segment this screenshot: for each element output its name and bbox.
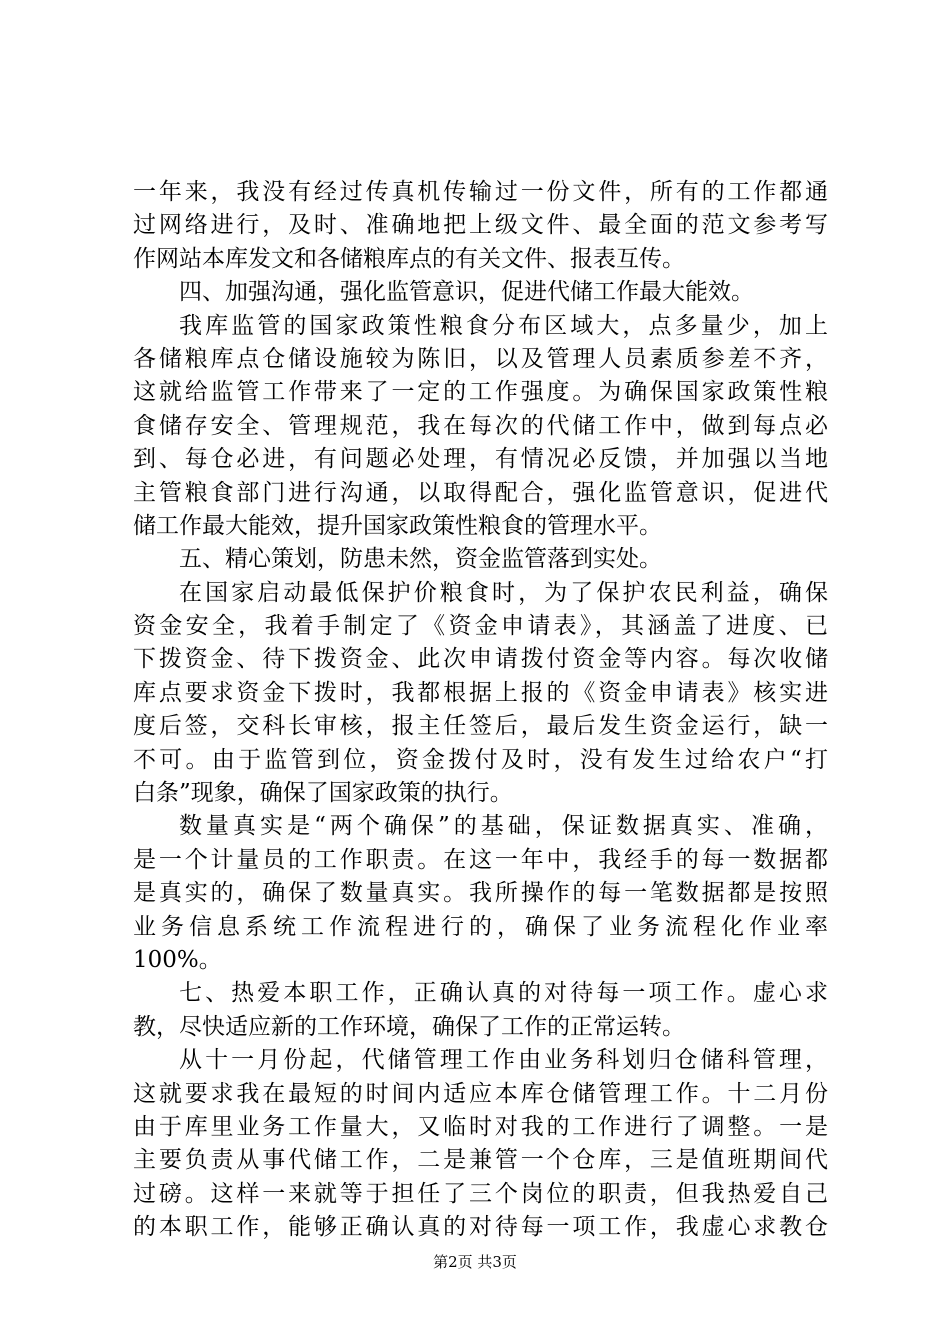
text-line: 各储粮库点仓储设施较为陈旧，以及管理人员素质参差不齐， xyxy=(133,345,828,372)
text-line: 业务信息系统工作流程进行的，确保了业务流程化作业率 xyxy=(133,913,828,940)
text-line: 数量真实是“两个确保”的基础，保证数据真实、准确， xyxy=(179,813,828,840)
text-line: 食储存安全、管理规范，我在每次的代储工作中，做到每点必 xyxy=(133,412,828,439)
text-line: 100%。 xyxy=(133,946,222,973)
text-line: 四、加强沟通，强化监管意识，促进代储工作最大能效。 xyxy=(179,279,754,306)
text-line: 储工作最大能效，提升国家政策性粮食的管理水平。 xyxy=(133,512,662,539)
text-line: 白条”现象，确保了国家政策的执行。 xyxy=(133,780,513,807)
text-line: 库点要求资金下拨时，我都根据上报的《资金申请表》核实进 xyxy=(133,679,828,706)
text-line: 这就要求我在最短的时间内适应本库仓储管理工作。十二月份 xyxy=(133,1080,828,1107)
text-line: 的本职工作，能够正确认真的对待每一项工作，我虚心求教仓 xyxy=(133,1214,828,1241)
text-line: 资金安全，我着手制定了《资金申请表》，其涵盖了进度、已 xyxy=(133,613,828,640)
text-line: 从十一月份起，代储管理工作由业务科划归仓储科管理， xyxy=(179,1047,828,1074)
text-line: 过磅。这样一来就等于担任了三个岗位的职责，但我热爱自己 xyxy=(133,1180,828,1207)
text-line: 度后签，交科长审核，报主任签后，最后发生资金运行，缺一 xyxy=(133,713,828,740)
text-line: 主管粮食部门进行沟通，以取得配合，强化监管意识，促进代 xyxy=(133,479,828,506)
page-footer: 第2页 共3页 xyxy=(433,1253,517,1271)
text-line: 不可。由于监管到位，资金拨付及时，没有发生过给农户“打 xyxy=(133,746,828,773)
text-line: 作网站本库发文和各储粮库点的有关文件、报表互传。 xyxy=(133,245,685,272)
text-line: 是真实的，确保了数量真实。我所操作的每一笔数据都是按照 xyxy=(133,880,828,907)
text-line: 七、热爱本职工作，正确认真的对待每一项工作。虚心求 xyxy=(179,980,828,1007)
text-line: 教，尽快适应新的工作环境，确保了工作的正常运转。 xyxy=(133,1013,685,1040)
text-line: 过网络进行，及时、准确地把上级文件、最全面的范文参考写 xyxy=(133,212,828,239)
text-line: 下拨资金、待下拨资金、此次申请拨付资金等内容。每次收储 xyxy=(133,646,828,673)
text-line: 在国家启动最低保护价粮食时，为了保护农民利益，确保 xyxy=(179,579,828,606)
text-line: 一年来，我没有经过传真机传输过一份文件，所有的工作都通 xyxy=(133,179,828,205)
text-line: 五、精心策划，防患未然，资金监管落到实处。 xyxy=(179,546,662,573)
text-line: 是一个计量员的工作职责。在这一年中，我经手的每一数据都 xyxy=(133,846,828,873)
text-line: 主要负责从事代储工作，二是兼管一个仓库，三是值班期间代 xyxy=(133,1147,828,1174)
text-line: 这就给监管工作带来了一定的工作强度。为确保国家政策性粮 xyxy=(133,379,828,406)
text-line: 到、每仓必进，有问题必处理，有情况必反馈，并加强以当地 xyxy=(133,446,828,473)
document-body xyxy=(133,176,828,1245)
text-line: 我库监管的国家政策性粮食分布区域大，点多量少，加上 xyxy=(179,312,828,339)
text-line: 由于库里业务工作量大，又临时对我的工作进行了调整。一是 xyxy=(133,1113,828,1140)
